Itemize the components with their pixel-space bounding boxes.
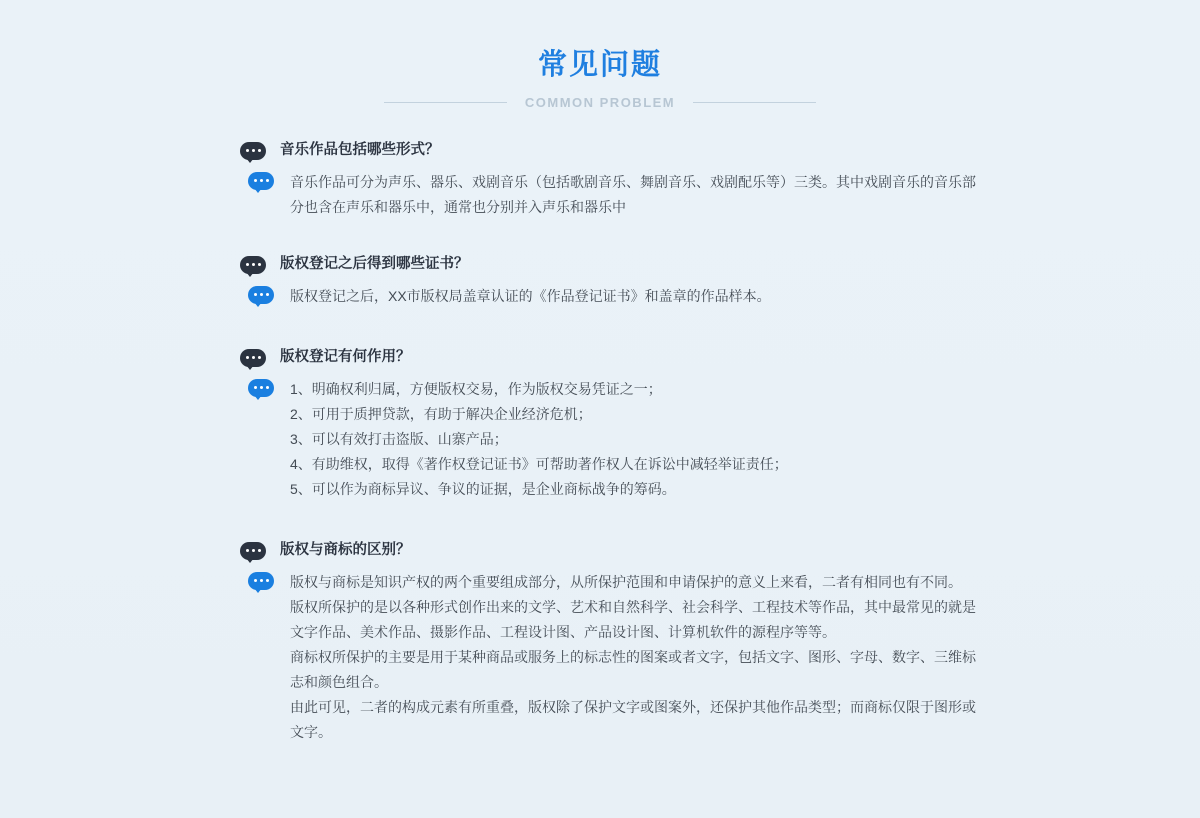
- faq-answer-text: [290, 570, 976, 745]
- divider-right: [693, 102, 816, 103]
- faq-item[interactable]: [0, 540, 1200, 745]
- page-subtitle: COMMON PROBLEM: [524, 94, 676, 110]
- divider-left: [384, 102, 507, 103]
- chat-bubble-blue-icon: [248, 379, 274, 397]
- chat-bubble-dark-icon: [240, 542, 266, 560]
- faq-answer-row: [248, 570, 1200, 745]
- faq-answer-text: [290, 170, 976, 220]
- faq-answer-line: 5、可以作为商标异议、争议的证据，是企业商标战争的筹码。: [290, 480, 676, 497]
- faq-answer-text: [290, 377, 788, 502]
- faq-answer-line: 4、有助维权，取得《著作权登记证书》可帮助著作权人在诉讼中减轻举证责任；: [290, 455, 788, 472]
- faq-list: [0, 140, 1200, 745]
- chat-bubble-dark-icon: [240, 142, 266, 160]
- faq-answer-line: 文字。: [290, 723, 332, 740]
- faq-question-row[interactable]: [240, 140, 1200, 161]
- chat-bubble-blue-icon: [248, 286, 274, 304]
- faq-question-text: 版权登记之后得到哪些证书？: [280, 255, 469, 272]
- chat-bubble-blue-icon: [248, 172, 274, 190]
- faq-answer-line: 1、明确权利归属，方便版权交易，作为版权交易凭证之一；: [290, 380, 662, 397]
- faq-answer-line: 文字作品、美术作品、摄影作品、工程设计图、产品设计图、计算机软件的源程序等等。: [290, 623, 836, 640]
- faq-answer-row: [248, 284, 1200, 309]
- faq-answer-row: [248, 170, 1200, 220]
- faq-answer-line: 音乐作品可分为声乐、器乐、戏剧音乐（包括歌剧音乐、舞剧音乐、戏剧配乐等）三类。其中戏剧音乐的音乐部: [290, 173, 976, 190]
- faq-question-text: 版权与商标的区别？: [280, 541, 411, 558]
- faq-answer-line: 版权所保护的是以各种形式创作出来的文学、艺术和自然科学、社会科学、工程技术等作品，其中最常见的就是: [290, 598, 976, 615]
- faq-question-text: 音乐作品包括哪些形式？: [280, 141, 440, 158]
- page-subtitle-row: [0, 95, 1200, 110]
- chat-bubble-dark-icon: [240, 349, 266, 367]
- faq-answer-text: [290, 284, 771, 309]
- faq-item[interactable]: [0, 140, 1200, 220]
- faq-item[interactable]: [0, 254, 1200, 309]
- faq-answer-line: 由此可见，二者的构成元素有所重叠，版权除了保护文字或图案外，还保护其他作品类型；而商标仅限于图形或: [290, 698, 976, 715]
- faq-answer-line: 版权登记之后，XX市版权局盖章认证的《作品登记证书》和盖章的作品样本。: [290, 287, 771, 304]
- faq-question-row[interactable]: [240, 540, 1200, 561]
- faq-answer-line: 版权与商标是知识产权的两个重要组成部分，从所保护范围和申请保护的意义上来看，二者有相同也有不同。: [290, 573, 962, 590]
- faq-item[interactable]: [0, 347, 1200, 502]
- faq-answer-line: 2、可用于质押贷款，有助于解决企业经济危机；: [290, 405, 592, 422]
- faq-question-row[interactable]: [240, 254, 1200, 275]
- faq-question-row[interactable]: [240, 347, 1200, 368]
- faq-answer-line: 3、可以有效打击盗版、山寨产品；: [290, 430, 508, 447]
- faq-question-text: 版权登记有何作用？: [280, 348, 411, 365]
- page-title: 常见问题: [537, 49, 662, 81]
- chat-bubble-dark-icon: [240, 256, 266, 274]
- faq-answer-row: [248, 377, 1200, 502]
- faq-answer-line: 商标权所保护的主要是用于某种商品或服务上的标志性的图案或者文字，包括文字、图形、字母、数字、三维标: [290, 648, 976, 665]
- chat-bubble-blue-icon: [248, 572, 274, 590]
- faq-answer-line: 分也含在声乐和器乐中，通常也分别并入声乐和器乐中: [290, 198, 626, 215]
- faq-answer-line: 志和颜色组合。: [290, 673, 388, 690]
- page-header: [0, 0, 1200, 110]
